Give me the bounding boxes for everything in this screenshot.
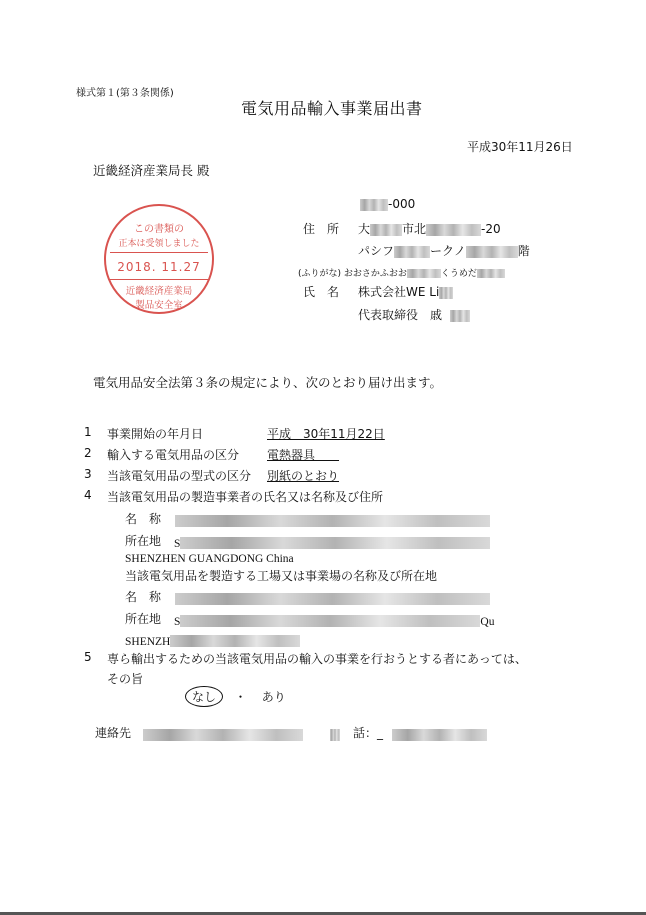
item-5-num: 5 (84, 650, 92, 664)
item-4-num: 4 (84, 488, 92, 502)
address-label: 住 所 (303, 222, 340, 236)
item-1-value: 平成 30年11月22日 (267, 427, 385, 441)
address-line2: パシフ ークノ 階 (358, 244, 530, 258)
item-1-num: 1 (84, 425, 92, 439)
item-4-label: 当該電気用品の製造事業者の氏名又は名称及び住所 (107, 490, 384, 504)
stamp-line1: この書類の (134, 224, 184, 235)
receipt-stamp (104, 204, 214, 314)
redacted-block (170, 635, 300, 647)
item-2-value: 電熱器具 (267, 448, 340, 462)
manufacturer-address-line2: SHENZHEN GUANGDONG China (125, 553, 294, 565)
redacted-block (407, 269, 441, 278)
representative: 代表取締役 戚 (358, 306, 470, 323)
postal-code: -000 (360, 197, 415, 211)
manufacturer-address: S (174, 532, 490, 551)
item-2-label: 輸入する電気用品の区分 (107, 448, 240, 462)
factory-address: S Qu (174, 616, 495, 628)
option-yes: あり (261, 690, 286, 704)
redacted-block (180, 537, 490, 549)
redacted-block (370, 224, 402, 236)
option-separator: ・ (234, 690, 247, 704)
item-1-label: 事業開始の年月日 (107, 427, 204, 441)
phone-redacted (392, 724, 487, 743)
manufacturer-name-redacted (175, 510, 490, 529)
stamp-line4: 製品安全室 (135, 300, 183, 311)
addressee: 近畿経済産業局長 殿 (93, 163, 210, 178)
item-5-label2: その旨 (107, 672, 144, 686)
factory-address-label: 所在地 (125, 612, 162, 626)
manufacturer-name-label: 名 称 (125, 512, 162, 526)
item-3-value: 別紙のとおり (267, 469, 340, 483)
redacted-block (394, 246, 430, 258)
stamp-divider-top (110, 252, 208, 253)
address-line1: 大 市北 -20 (358, 222, 501, 236)
redacted-block (426, 224, 481, 236)
furigana: (ふりがな) おおさかふおお くうめだ (298, 266, 505, 279)
item-3-label: 当該電気用品の型式の区分 (107, 469, 252, 483)
export-option (185, 686, 286, 707)
stamp-line3: 近畿経済産業局 (125, 286, 193, 297)
item-5-label: 専ら輸出するための当該電気用品の輸入の事業を行おうとする者にあっては、 (107, 652, 527, 666)
item-2-num: 2 (84, 446, 92, 460)
redacted-block (466, 246, 518, 258)
stamp-date: 2018. 11.27 (117, 260, 201, 274)
option-none-circled: なし (185, 686, 223, 707)
redacted-block (360, 199, 388, 211)
document-title: 電気用品輸入事業届出書 (241, 99, 423, 118)
stamp-line2: 正本は受領しました (118, 239, 200, 249)
contact-label: 連絡先 (95, 726, 132, 740)
phone-label: 話：_ (353, 726, 384, 740)
form-number: 様式第１(第３条関係) (76, 88, 174, 99)
factory-address-line2: SHENZH (125, 630, 300, 649)
factory-name-label: 名 称 (125, 590, 162, 604)
phone-redacted-prefix (330, 724, 340, 743)
intro-text: 電気用品安全法第３条の規定により、次のとおり届け出ます。 (93, 375, 443, 390)
stamp-divider-bottom (110, 279, 208, 280)
redacted-block (450, 310, 470, 322)
submission-date: 平成30年11月26日 (467, 140, 573, 154)
redacted-block (477, 269, 505, 278)
redacted-block (439, 287, 453, 299)
contact-redacted (143, 724, 303, 743)
factory-heading: 当該電気用品を製造する工場又は事業場の名称及び所在地 (125, 569, 438, 583)
company-name: 株式会社WE Li (358, 283, 453, 300)
name-label: 氏 名 (303, 285, 340, 299)
redacted-block (180, 615, 480, 627)
manufacturer-address-label: 所在地 (125, 534, 162, 548)
factory-name-redacted (175, 588, 490, 607)
item-3-num: 3 (84, 467, 92, 481)
